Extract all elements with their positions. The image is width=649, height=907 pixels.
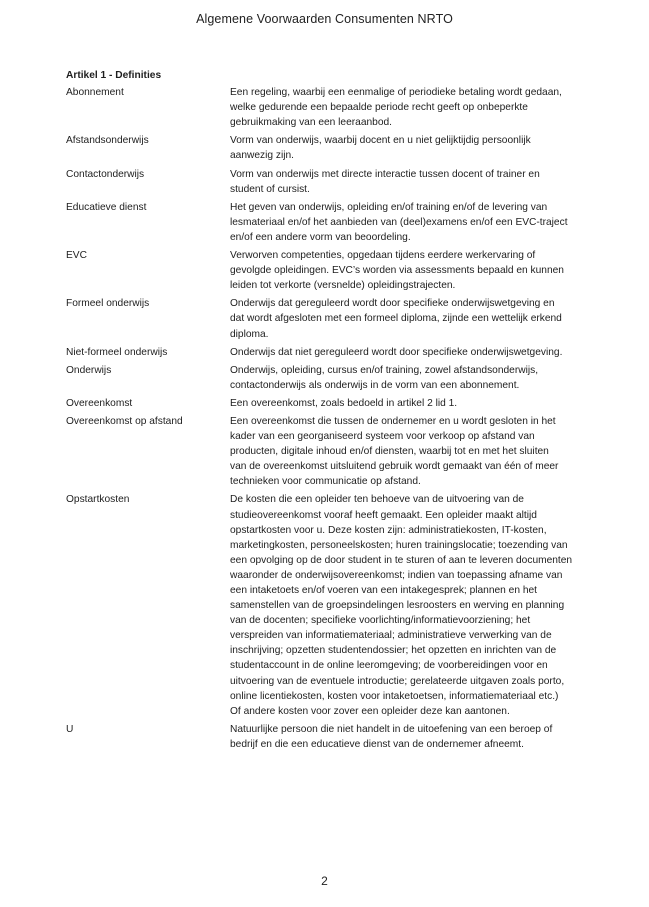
definition-text	[230, 363, 582, 393]
definition-row	[66, 414, 586, 489]
definition-row	[66, 296, 586, 341]
definition-line: Onderwijs, opleiding, cursus en/of training, zowel afstandsonderwijs,	[230, 364, 539, 376]
definition-text	[230, 296, 582, 341]
definition-text	[230, 396, 582, 411]
definition-line: bedrijf en die een educatieve dienst van de ondernemer afneemt.	[230, 738, 524, 750]
definition-term: Educatieve dienst	[66, 201, 147, 213]
definition-line: aanwezig zijn.	[230, 150, 294, 162]
definition-line: en/of een andere vorm van beoordeling.	[230, 231, 411, 243]
definition-line: dat wordt afgesloten met een formeel diploma, zijnde een wettelijk erkend	[230, 313, 562, 325]
definition-line: een opvolging op de door student in te sturen of aan te leveren documenten	[230, 554, 573, 566]
definition-term: Formeel onderwijs	[66, 298, 150, 310]
definition-row	[66, 133, 586, 163]
definition-line: welke gedurende een bepaalde periode recht geeft op onbeperkte	[230, 102, 528, 114]
definition-line: Een overeenkomst die tussen de ondernemer en u wordt gesloten in het	[230, 415, 556, 427]
definition-line: Vorm van onderwijs, waarbij docent en u niet gelijktijdig persoonlijk	[230, 135, 531, 147]
definition-line: studieovereenkomst vooraf heeft gemaakt. Een opleider maakt altijd	[230, 509, 537, 521]
definition-line: waaronder de onderwijsovereenkomst; indien van toepassing afname van	[230, 569, 563, 581]
definition-line: uitvoering van de eventuele introductie; gerelateerde uitgaven zoals porto,	[230, 675, 565, 687]
definition-term: Contactonderwijs	[66, 168, 145, 180]
definition-row	[66, 396, 586, 411]
definition-term: Niet-formeel onderwijs	[66, 346, 168, 358]
definition-row	[66, 492, 586, 718]
definition-line: gevolgde opleidingen. EVC’s worden via assessments bepaald en kunnen	[230, 265, 564, 277]
definition-row	[66, 200, 586, 245]
definition-text	[230, 167, 582, 197]
definition-term: Onderwijs	[66, 364, 112, 376]
definition-text	[230, 200, 582, 245]
definition-line: een intaketoets en/of voeren van een intakegesprek; plannen en het	[230, 585, 537, 596]
definition-text	[230, 345, 582, 360]
definition-line: producten, digitale inhoud en/of diensten, waarbij tot en met het sluiten	[230, 446, 549, 458]
definition-line: Onderwijs dat niet gereguleerd wordt door specifieke onderwijswetgeving.	[230, 346, 563, 358]
definition-text	[230, 85, 582, 130]
page-header: Algemene Voorwaarden Consumenten NRTO	[196, 12, 453, 26]
definition-line: van de docenten; specifieke voorlichting/informatievoorziening; het	[230, 615, 531, 627]
definition-line: Verworven competenties, opgedaan tijdens eerdere werkervaring of	[230, 250, 536, 262]
definition-line: online licentiekosten, kosten voor intaketoetsen, informatiemateriaal etc.)	[230, 690, 559, 702]
definition-line: diploma.	[230, 328, 269, 340]
page-number: 2	[321, 874, 328, 888]
definition-line: technieken voor communicatie op afstand.	[230, 476, 421, 488]
definition-line: Vorm van onderwijs met directe interactie tussen docent of trainer en	[230, 168, 540, 180]
definition-line: samenstellen van de groepsindelingen lesroosters en werving en planning	[230, 600, 565, 612]
definition-text	[230, 248, 582, 293]
definition-row	[66, 167, 586, 197]
definition-row	[66, 363, 586, 393]
definition-text	[230, 722, 582, 752]
definition-term: Afstandsonderwijs	[66, 135, 149, 147]
definition-line: Natuurlijke persoon die niet handelt in de uitoefening van een beroep of	[230, 723, 553, 735]
definition-line: opstartkosten voor u. Deze kosten zijn: administratiekosten, IT-kosten,	[230, 524, 547, 536]
definition-line: Of andere kosten voor zover een opleider deze kan aantonen.	[230, 705, 510, 717]
definition-row	[66, 85, 586, 130]
definition-row	[66, 248, 586, 293]
definition-term: Abonnement	[66, 87, 124, 99]
definitions-section	[66, 68, 586, 755]
definition-term: EVC	[66, 250, 87, 262]
definition-line: kader van een georganiseerd systeem voor verkoop op afstand van	[230, 431, 535, 443]
definition-term: Overeenkomst	[66, 397, 133, 409]
definition-line: marketingkosten, personeelskosten; huren trainingslocatie; toezending van	[230, 539, 568, 551]
definition-line: De kosten die een opleider ten behoeve van de uitvoering van de	[230, 494, 524, 506]
definition-line: Een regeling, waarbij een eenmalige of periodieke betaling wordt gedaan,	[230, 87, 562, 99]
definition-line: student of cursist.	[230, 183, 310, 195]
definition-line: verspreiden van informatiemateriaal; administratieve verwerking van de	[230, 630, 552, 642]
definition-row	[66, 722, 586, 752]
definition-row	[66, 345, 586, 360]
definition-text	[230, 133, 582, 163]
definition-term: U	[66, 723, 74, 735]
definition-line: inschrijving; opzetten studentendossier; het opzetten en inrichten van de	[230, 645, 557, 657]
definition-text	[230, 414, 582, 489]
definition-line: van de overeenkomst uitsluitend gebruik wordt gemaakt van één of meer	[230, 461, 559, 473]
definition-line: gebruikmaking van een leeraanbod.	[230, 117, 392, 129]
article-title: Artikel 1 - Definities	[66, 70, 162, 81]
definition-line: Het geven van onderwijs, opleiding en/of training en/of de levering van	[230, 201, 548, 213]
definition-line: contactonderwijs als onderwijs in de vorm van een abonnement.	[230, 379, 520, 391]
definition-line: Een overeenkomst, zoals bedoeld in artikel 2 lid 1.	[230, 397, 458, 409]
definition-line: leiden tot verkorte (versnelde) opleidingstrajecten.	[230, 280, 456, 292]
definition-text	[230, 492, 582, 718]
definition-line: Onderwijs dat gereguleerd wordt door specifieke onderwijswetgeving en	[230, 298, 555, 310]
definition-line: lesmateriaal en/of het aanbieden van (deel)examens en/of een EVC-traject	[230, 216, 568, 228]
definition-line: studentaccount in de online leeromgeving; de voorbereidingen voor en	[230, 660, 548, 672]
definition-term: Opstartkosten	[66, 494, 130, 506]
definition-term: Overeenkomst op afstand	[66, 415, 183, 427]
definitions-list	[66, 85, 586, 752]
